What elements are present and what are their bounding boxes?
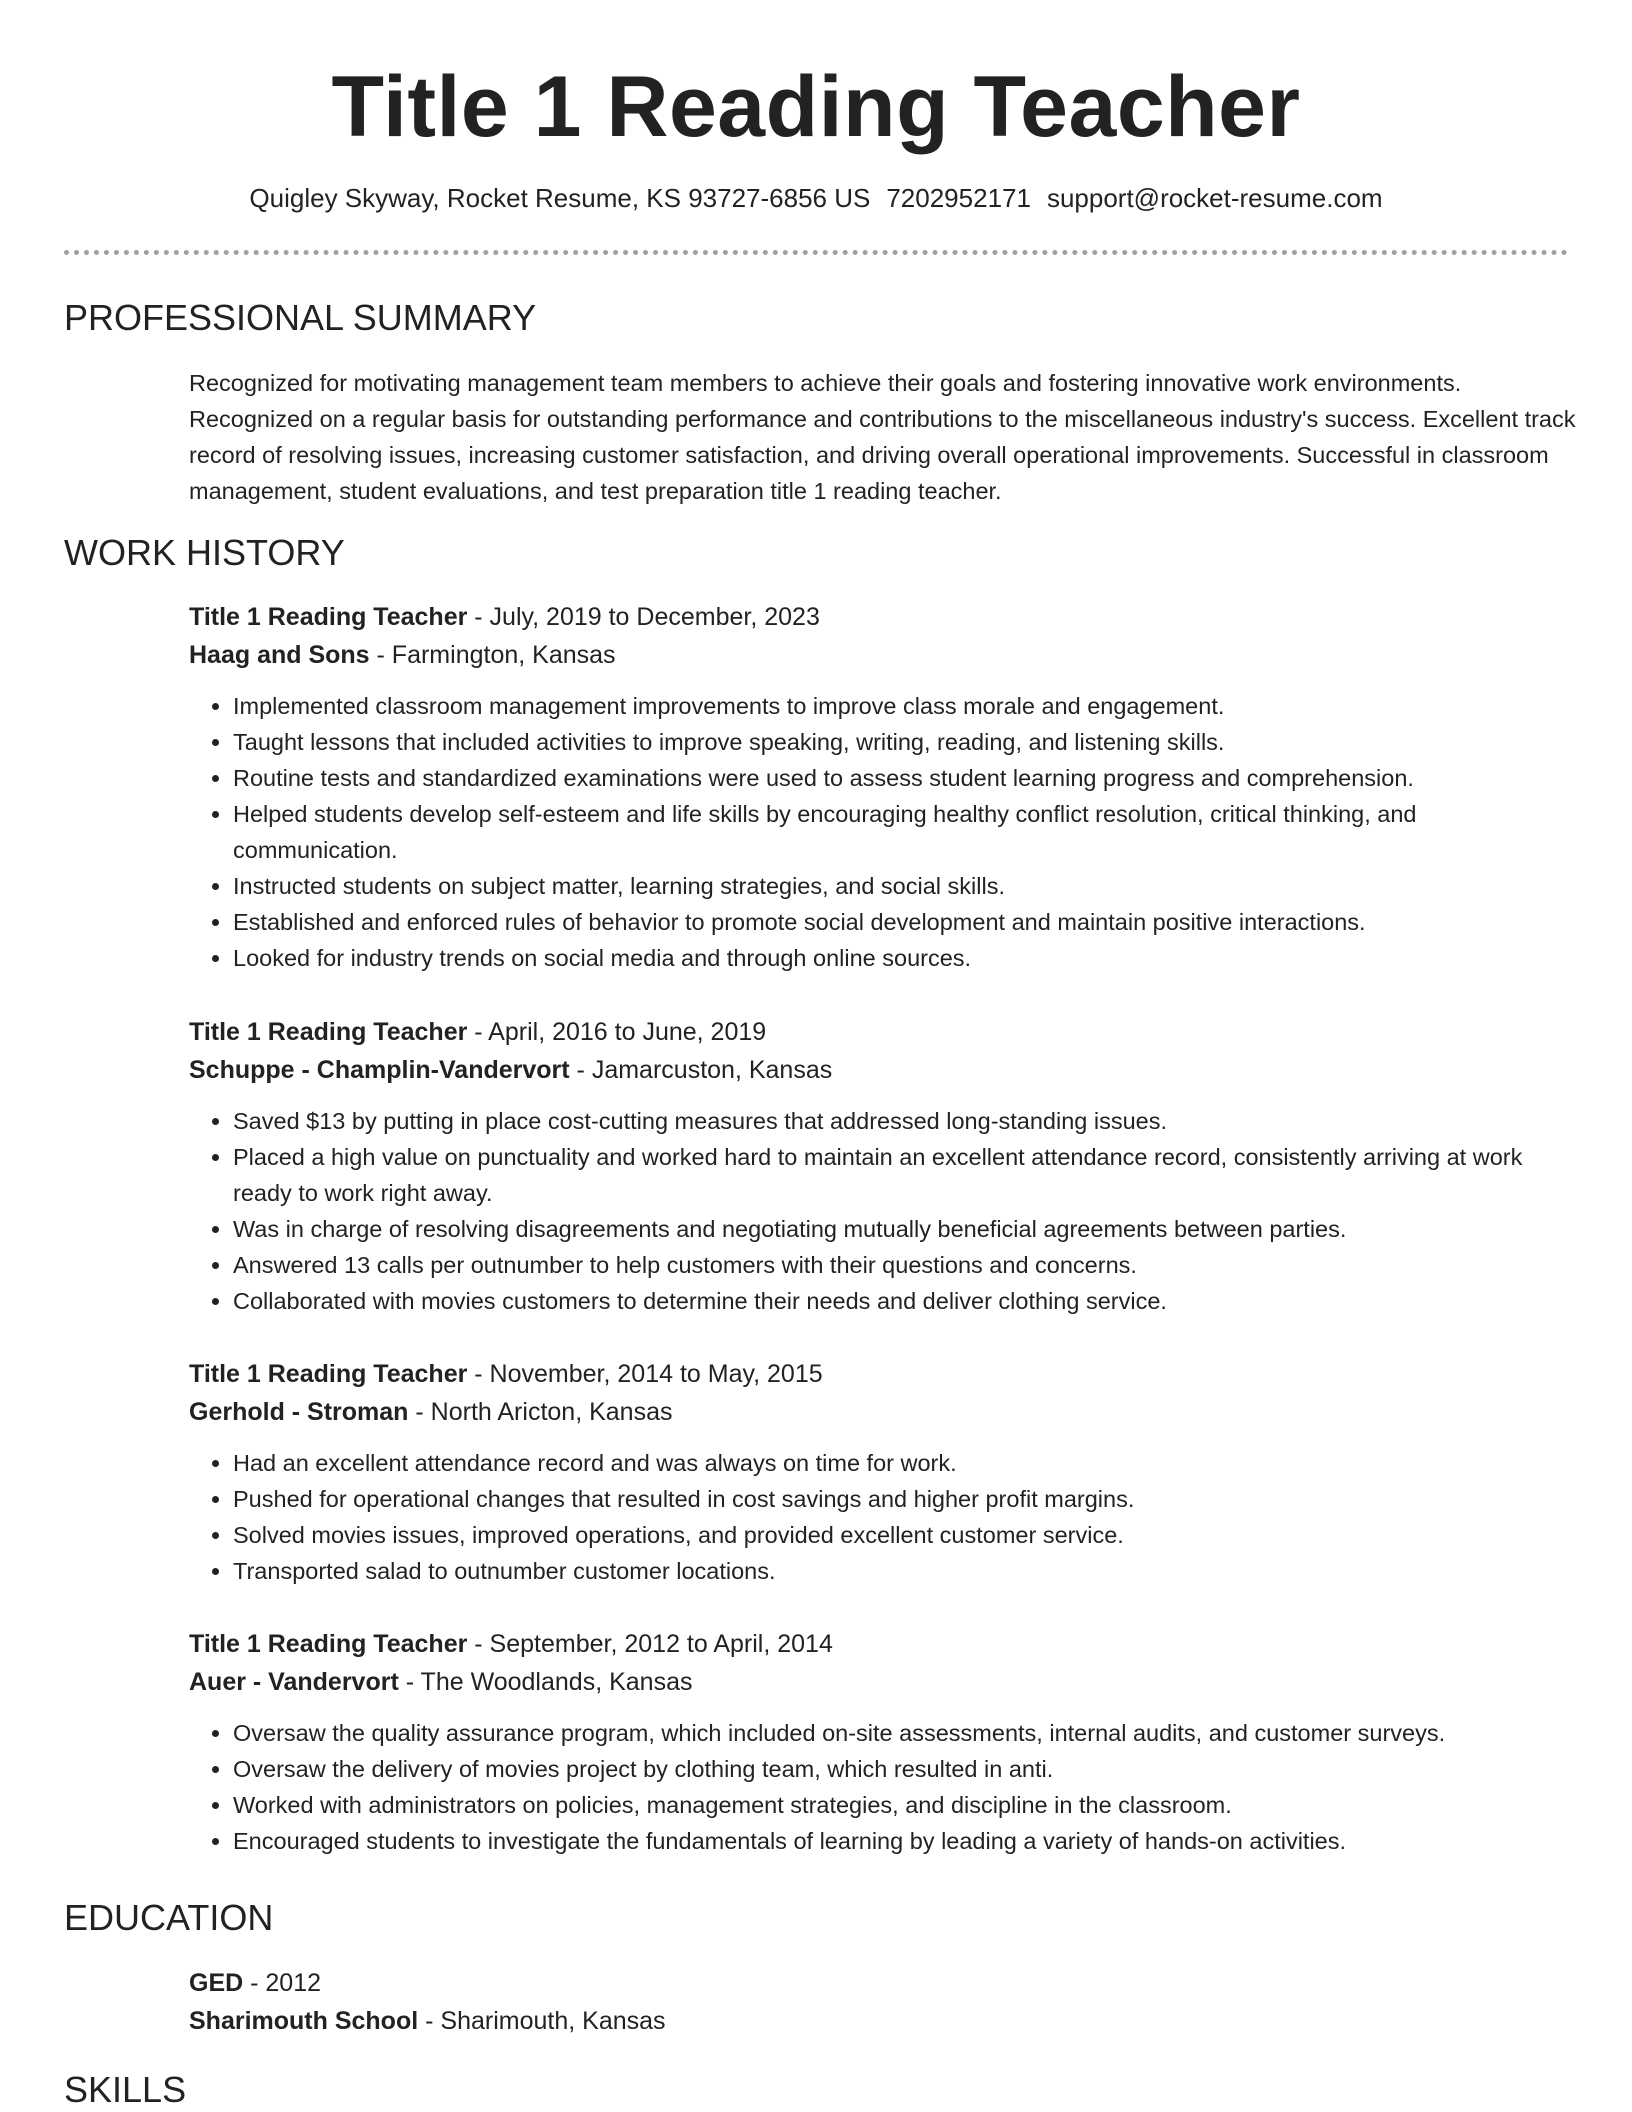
contact-line [0, 180, 1632, 216]
job-title-line [189, 1013, 1579, 1051]
education-school: Sharimouth School [189, 2007, 419, 2035]
job-bullet: • Looked for industry trends on social media and through online sources. [233, 940, 1579, 976]
job-bullet: • Taught lessons that included activities to improve speaking, writing, reading, and listening skills. [233, 724, 1579, 760]
section-title-education: EDUCATION [64, 1897, 274, 1938]
job-bullet: • Transported salad to outnumber customer locations. [233, 1553, 1579, 1589]
summary-text: Recognized for motivating management team members to achieve their goals and fostering innovative work environments. Recognized on a regular basis for outstanding performance and contributions to the miscellaneous industry's success. Excellent track record of resolving issues, increasing customer satisfaction, and driving overall operational improvements. Successful in classroom management, student evaluations, and test preparation title 1 reading teacher. [189, 370, 1576, 504]
job-dates: - September, 2012 to April, 2014 [467, 1630, 833, 1658]
job-dates: - November, 2014 to May, 2015 [467, 1360, 823, 1388]
job-entry [189, 1355, 1579, 1589]
job-bullets [189, 1103, 1579, 1319]
header-divider [64, 250, 1568, 255]
job-bullet: • Worked with administrators on policies, management strategies, and discipline in the classroom. [233, 1787, 1579, 1823]
job-bullet: • Oversaw the quality assurance program, which included on-site assessments, internal audits, and customer surveys. [233, 1715, 1579, 1751]
job-company-line [189, 636, 1579, 674]
job-location: - North Aricton, Kansas [408, 1398, 673, 1426]
section-title-work-history: WORK HISTORY [64, 532, 345, 573]
job-bullet: • Collaborated with movies customers to determine their needs and deliver clothing service. [233, 1283, 1579, 1319]
job-dates: - July, 2019 to December, 2023 [467, 603, 820, 631]
education-entry [189, 1964, 1579, 2040]
job-location: - Farmington, Kansas [369, 641, 616, 669]
job-bullet: • Answered 13 calls per outnumber to help customers with their questions and concerns. [233, 1247, 1579, 1283]
job-title-line [189, 1625, 1579, 1663]
contact-address: Quigley Skyway, Rocket Resume, KS 93727-6856 US [249, 183, 871, 213]
job-company: Schuppe - Champlin-Vandervort [189, 1056, 570, 1084]
job-bullet: • Instructed students on subject matter, learning strategies, and social skills. [233, 868, 1579, 904]
section-title-summary: PROFESSIONAL SUMMARY [64, 297, 537, 338]
job-bullets [189, 1715, 1579, 1859]
job-entry [189, 598, 1579, 976]
job-bullet: • Saved $13 by putting in place cost-cutting measures that addressed long-standing issues. [233, 1103, 1579, 1139]
contact-phone: 7202952171 [886, 183, 1031, 213]
job-bullet: • Established and enforced rules of behavior to promote social development and maintain positive interactions. [233, 904, 1579, 940]
job-bullet: • Oversaw the delivery of movies project by clothing team, which resulted in anti. [233, 1751, 1579, 1787]
job-bullets [189, 688, 1579, 976]
job-bullet: • Was in charge of resolving disagreements and negotiating mutually beneficial agreements between parties. [233, 1211, 1579, 1247]
contact-email: support@rocket-resume.com [1046, 183, 1383, 213]
education-degree: GED [189, 1969, 244, 1997]
education-location: - Sharimouth, Kansas [418, 2007, 666, 2035]
section-title-skills: SKILLS [64, 2069, 187, 2110]
job-bullets [189, 1445, 1579, 1589]
candidate-name: Title 1 Reading Teacher [331, 59, 1301, 155]
job-location: - Jamarcuston, Kansas [569, 1056, 833, 1084]
job-company: Haag and Sons [189, 641, 370, 669]
job-bullet: • Placed a high value on punctuality and worked hard to maintain an excellent attendance record, consistently arriving at work ready to work right away. [233, 1139, 1579, 1211]
job-bullet: • Solved movies issues, improved operations, and provided excellent customer service. [233, 1517, 1579, 1553]
job-bullet: • Helped students develop self-esteem and life skills by encouraging healthy conflict resolution, critical thinking, and communication. [233, 796, 1579, 868]
job-bullet: • Implemented classroom management improvements to improve class morale and engagement. [233, 688, 1579, 724]
education-school-line [189, 2002, 1579, 2040]
education-degree-line [189, 1964, 1579, 2002]
job-dates: - April, 2016 to June, 2019 [467, 1018, 767, 1046]
job-title-line [189, 598, 1579, 636]
job-entry [189, 1013, 1579, 1319]
education-year: - 2012 [243, 1969, 322, 1997]
job-title: Title 1 Reading Teacher [189, 603, 468, 631]
job-company-line [189, 1663, 1579, 1701]
job-bullet: • Pushed for operational changes that resulted in cost savings and higher profit margins. [233, 1481, 1579, 1517]
job-company: Gerhold - Stroman [189, 1398, 409, 1426]
job-title-line [189, 1355, 1579, 1393]
job-location: - The Woodlands, Kansas [398, 1668, 693, 1696]
job-company-line [189, 1393, 1579, 1431]
job-title: Title 1 Reading Teacher [189, 1018, 468, 1046]
job-bullet: • Had an excellent attendance record and was always on time for work. [233, 1445, 1579, 1481]
job-company-line [189, 1051, 1579, 1089]
job-title: Title 1 Reading Teacher [189, 1360, 468, 1388]
job-bullet: • Encouraged students to investigate the fundamentals of learning by leading a variety of hands-on activities. [233, 1823, 1579, 1859]
job-title: Title 1 Reading Teacher [189, 1630, 468, 1658]
job-company: Auer - Vandervort [189, 1668, 399, 1696]
job-bullet: • Routine tests and standardized examinations were used to assess student learning progress and comprehension. [233, 760, 1579, 796]
job-entry [189, 1625, 1579, 1859]
